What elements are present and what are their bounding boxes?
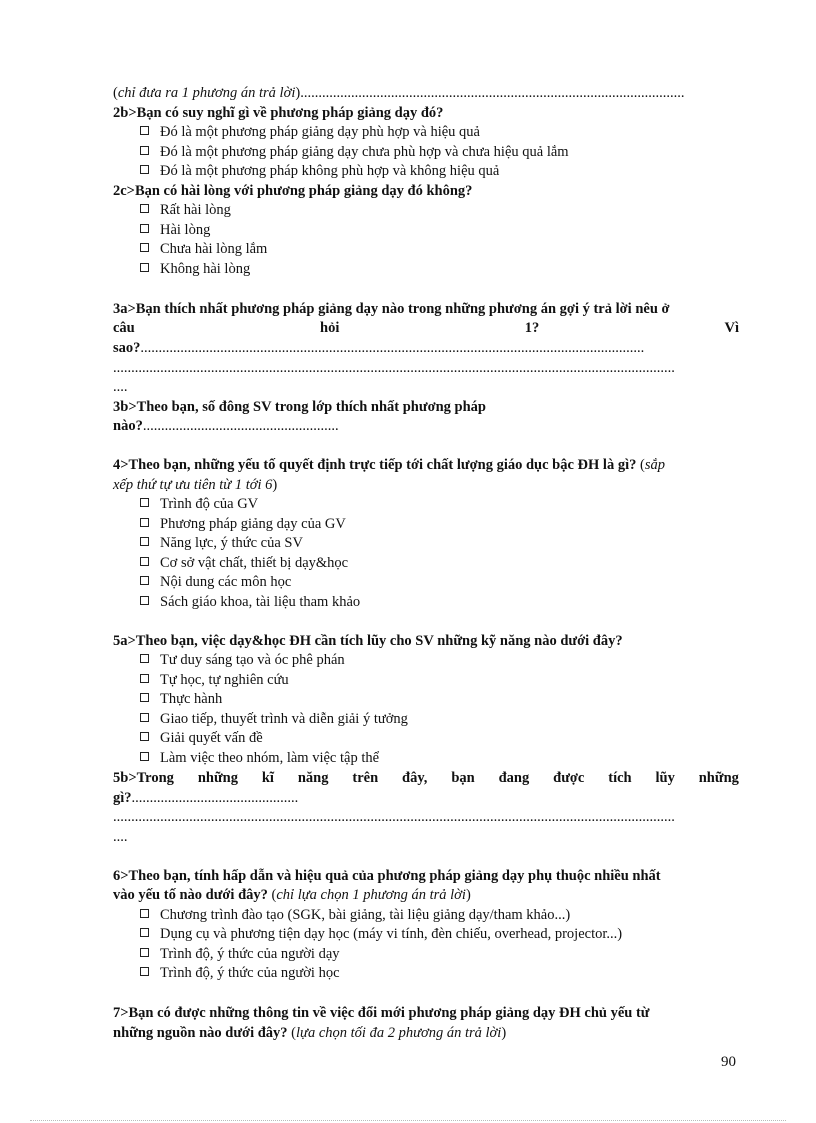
option-5a-5[interactable]: Giải quyết vấn đề	[140, 729, 263, 747]
option-2b-1[interactable]: Đó là một phương pháp giảng dạy phù hợp và hiệu quả	[140, 123, 480, 141]
question-6-line2: vào yếu tố nào dưới đây? (chỉ lựa chọn 1 phương án trả lời)	[113, 887, 471, 903]
question-5b-line2: gì?..............................................	[113, 790, 299, 806]
checkbox-icon[interactable]	[140, 928, 149, 937]
question-2c-title: 2c>Bạn có hài lòng với phương pháp giảng dạy đó không?	[113, 183, 473, 199]
answer-blank[interactable]: ...........................................................................................................................................	[140, 340, 645, 356]
answer-instruction-line: (chỉ đưa ra 1 phương án trả lời)..........................................................................................................	[113, 85, 685, 101]
question-3b-line2: nào?......................................................	[113, 418, 339, 434]
checkbox-icon[interactable]	[140, 146, 149, 155]
question-3a-line2: câu hỏi 1? Vì	[113, 320, 739, 336]
checkbox-icon[interactable]	[140, 909, 149, 918]
checkbox-icon[interactable]	[140, 243, 149, 252]
option-5a-2[interactable]: Tự học, tự nghiên cứu	[140, 671, 289, 689]
option-2c-1[interactable]: Rất hài lòng	[140, 201, 231, 219]
option-5a-4[interactable]: Giao tiếp, thuyết trình và diễn giải ý tưởng	[140, 710, 408, 728]
checkbox-icon[interactable]	[140, 967, 149, 976]
option-4-6[interactable]: Sách giáo khoa, tài liệu tham khảo	[140, 593, 360, 611]
option-2b-2[interactable]: Đó là một phương pháp giảng dạy chưa phù hợp và chưa hiệu quả lắm	[140, 143, 569, 161]
question-7-line1: 7>Bạn có được những thông tin về việc đổi mới phương pháp giảng dạy ĐH chủ yếu từ	[113, 1005, 650, 1021]
question-3b-line1: 3b>Theo bạn, số đông SV trong lớp thích nhất phương pháp	[113, 399, 486, 415]
checkbox-icon[interactable]	[140, 263, 149, 272]
answer-blank[interactable]: ....	[113, 379, 128, 395]
option-5a-3[interactable]: Thực hành	[140, 690, 222, 708]
checkbox-icon[interactable]	[140, 126, 149, 135]
checkbox-icon[interactable]	[140, 204, 149, 213]
question-7-line2: những nguồn nào dưới đây? (lựa chọn tối đa 2 phương án trả lời)	[113, 1025, 507, 1041]
question-3a-line1: 3a>Bạn thích nhất phương pháp giảng dạy nào trong những phương án gợi ý trả lời nêu ở	[113, 301, 670, 317]
page-number: 90	[721, 1054, 736, 1070]
checkbox-icon[interactable]	[140, 165, 149, 174]
checkbox-icon[interactable]	[140, 752, 149, 761]
question-3a-line3: sao?...........................................................................................................................................	[113, 340, 645, 356]
question-5b-line1: 5b>Trong những kĩ năng trên đây, bạn đang được tích lũy những	[113, 770, 739, 786]
question-2b-title: 2b>Bạn có suy nghĩ gì về phương pháp giảng dạy đó?	[113, 105, 444, 121]
answer-blank[interactable]: ...........................................................................................................................................................	[113, 809, 675, 825]
checkbox-icon[interactable]	[140, 674, 149, 683]
option-5a-6[interactable]: Làm việc theo nhóm, làm việc tập thể	[140, 749, 379, 767]
option-5a-1[interactable]: Tư duy sáng tạo và óc phê phán	[140, 651, 345, 669]
option-4-2[interactable]: Phương pháp giảng dạy của GV	[140, 515, 346, 533]
checkbox-icon[interactable]	[140, 576, 149, 585]
option-6-1[interactable]: Chương trình đào tạo (SGK, bài giảng, tài liệu giảng dạy/tham khảo...)	[140, 906, 570, 924]
option-4-1[interactable]: Trình độ của GV	[140, 495, 258, 513]
question-4-line1: 4>Theo bạn, những yếu tố quyết định trực tiếp tới chất lượng giáo dục bậc ĐH là gì? (sắp	[113, 457, 665, 473]
checkbox-icon[interactable]	[140, 557, 149, 566]
checkbox-icon[interactable]	[140, 596, 149, 605]
option-4-4[interactable]: Cơ sở vật chất, thiết bị dạy&học	[140, 554, 348, 572]
option-4-3[interactable]: Năng lực, ý thức của SV	[140, 534, 303, 552]
page-bottom-divider	[30, 1120, 786, 1121]
checkbox-icon[interactable]	[140, 498, 149, 507]
checkbox-icon[interactable]	[140, 537, 149, 546]
answer-blank[interactable]: ...........................................................................................................................................................	[113, 360, 675, 376]
question-6-line1: 6>Theo bạn, tính hấp dẫn và hiệu quả của phương pháp giảng dạy phụ thuộc nhiều nhất	[113, 868, 661, 884]
checkbox-icon[interactable]	[140, 948, 149, 957]
checkbox-icon[interactable]	[140, 713, 149, 722]
checkbox-icon[interactable]	[140, 732, 149, 741]
option-2b-3[interactable]: Đó là một phương pháp không phù hợp và không hiệu quả	[140, 162, 499, 180]
option-2c-3[interactable]: Chưa hài lòng lắm	[140, 240, 267, 258]
checkbox-icon[interactable]	[140, 224, 149, 233]
option-2c-4[interactable]: Không hài lòng	[140, 260, 250, 278]
answer-blank[interactable]: ....	[113, 829, 128, 845]
option-4-5[interactable]: Nội dung các môn học	[140, 573, 291, 591]
option-2c-2[interactable]: Hài lòng	[140, 221, 210, 239]
checkbox-icon[interactable]	[140, 518, 149, 527]
option-6-4[interactable]: Trình độ, ý thức của người học	[140, 964, 340, 982]
option-6-2[interactable]: Dụng cụ và phương tiện dạy học (máy vi tính, đèn chiếu, overhead, projector...)	[140, 925, 622, 943]
checkbox-icon[interactable]	[140, 654, 149, 663]
checkbox-icon[interactable]	[140, 693, 149, 702]
answer-blank[interactable]: ......................................................	[142, 418, 339, 434]
question-4-line2: xếp thứ tự ưu tiên từ 1 tới 6)	[113, 477, 278, 493]
question-5a-title: 5a>Theo bạn, việc dạy&học ĐH cần tích lũy cho SV những kỹ năng nào dưới đây?	[113, 633, 623, 649]
option-6-3[interactable]: Trình độ, ý thức của người dạy	[140, 945, 340, 963]
answer-blank[interactable]: ..............................................	[131, 790, 299, 806]
